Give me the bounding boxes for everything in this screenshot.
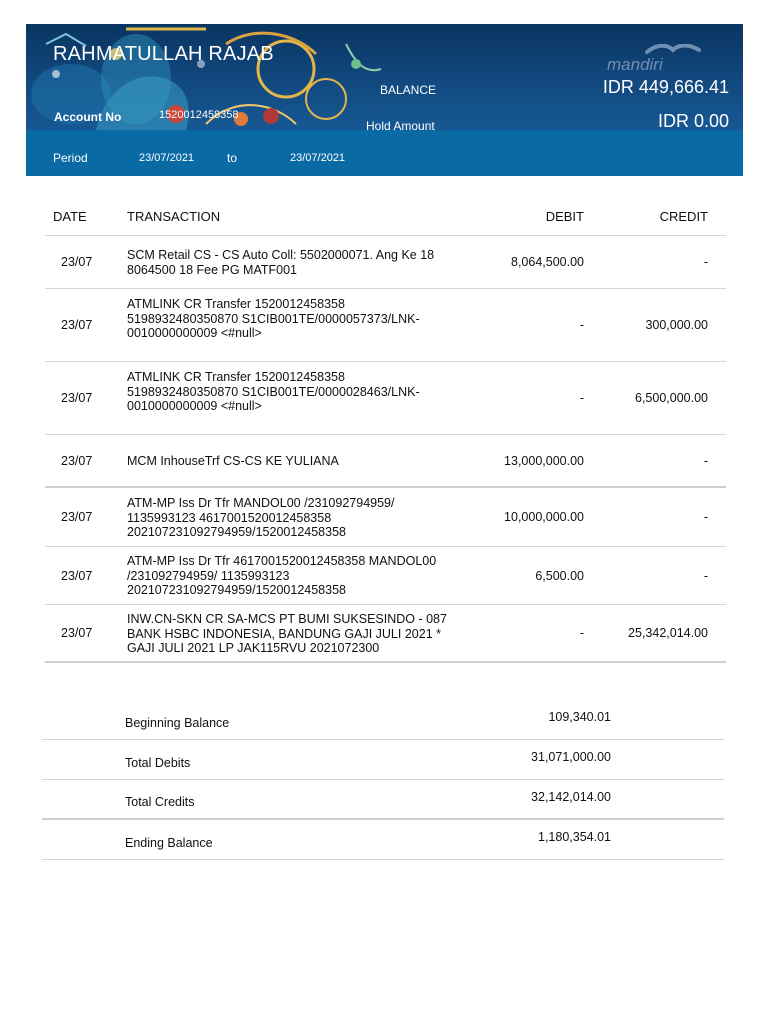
table-row <box>45 289 726 362</box>
row-description-line: MCM InhouseTrf CS-CS KE YULIANA <box>127 454 339 468</box>
row-description <box>127 496 477 540</box>
row-credit: - <box>703 255 708 269</box>
row-description <box>127 554 477 598</box>
mandiri-logo-text: mandiri <box>607 55 663 72</box>
row-debit: - <box>579 391 584 405</box>
row-description <box>127 612 477 656</box>
account-number-label: Account No <box>54 110 122 124</box>
row-description <box>127 248 477 277</box>
table-header <box>45 196 726 236</box>
row-description-line: 8064500 18 Fee PG MATF001 <box>127 262 298 277</box>
beginning-balance-label: Beginning Balance <box>125 716 230 730</box>
row-debit: 13,000,000.00 <box>504 453 584 468</box>
row-description-line: BANK HSBC INDONESIA, BANDUNG GAJI JULI 2021 * <box>127 626 441 641</box>
period-end-date: 23/07/2021 <box>290 152 346 164</box>
summary-row-debits <box>42 740 724 780</box>
column-header-credit: CREDIT <box>659 209 708 224</box>
account-header-banner <box>26 24 743 176</box>
row-description-line: 0010000000009 <#null> <box>127 326 262 340</box>
row-credit: - <box>703 568 708 583</box>
row-description-line: ATM-MP Iss Dr Tfr 4617001520012458358 MANDOL00 <box>127 554 437 568</box>
row-description-line: 20210723109279​4959/1520012458358 <box>127 525 346 539</box>
table-row <box>45 435 726 488</box>
row-description-line: ATM-MP Iss Dr Tfr MANDOL00 /231092794959/ <box>127 496 395 510</box>
transaction-table <box>45 196 726 663</box>
transaction-rows <box>45 236 726 663</box>
row-description-line: SCM Retail CS - CS Auto Coll: 5502000071. Ang Ke 18 <box>127 248 435 262</box>
table-row <box>45 236 726 289</box>
row-date: 23/07 <box>61 453 93 468</box>
row-description-line: /231092794959/ 1135993123 <box>127 568 290 583</box>
row-date: 23/07 <box>61 568 93 583</box>
balance-value: IDR 449,666.41 <box>602 77 729 97</box>
table-row <box>45 605 726 663</box>
summary-row-credits <box>42 780 724 820</box>
row-description-line: ATMLINK CR Transfer 1520012458358 <box>127 370 345 384</box>
row-description-line: 5198932480350870 S1CIB001TE/0000057373/LNK- <box>127 311 420 326</box>
row-description-line: 0010000000009 <#null> <box>127 399 262 413</box>
summary-row-ending <box>42 820 724 860</box>
column-header-transaction: TRANSACTION <box>127 209 221 224</box>
hold-amount-label: Hold Amount <box>366 119 435 133</box>
summary-row-beginning <box>42 700 724 740</box>
row-date: 23/07 <box>61 391 93 405</box>
row-credit: - <box>703 510 708 524</box>
total-credits-value: 32,142,014.00 <box>531 790 611 804</box>
row-credit: 25,342,014.00 <box>628 626 708 640</box>
row-description <box>127 454 477 469</box>
row-date: 23/07 <box>61 510 93 524</box>
hold-amount-value: IDR 0.00 <box>657 111 729 131</box>
account-holder-name: RAHMATULLAH RAJAB <box>53 43 274 65</box>
row-debit: 10,000,000.00 <box>504 510 584 524</box>
column-header-date: DATE <box>53 209 87 224</box>
row-description-line: 5198932480350870 S1CIB001TE/0000028463/LNK- <box>127 384 420 399</box>
period-to-label: to <box>227 151 238 165</box>
row-date: 23/07 <box>61 318 93 332</box>
mandiri-logo <box>607 44 703 72</box>
row-description <box>127 297 477 341</box>
balance-label: BALANCE <box>380 83 437 97</box>
account-number-value: 1520012458358 <box>159 109 239 121</box>
row-description-line: ATMLINK CR Transfer 1520012458358 <box>127 297 345 311</box>
row-description <box>127 370 477 414</box>
period-label: Period <box>53 151 88 165</box>
period-bar <box>26 130 743 176</box>
row-description-line: 1135993123 4617001520012458358 <box>127 510 332 525</box>
row-description-line: INW.CN-SKN CR SA-MCS PT BUMI SUKSESINDO - 087 <box>127 612 447 626</box>
row-debit: 8,064,500.00 <box>511 255 584 269</box>
table-row <box>45 547 726 605</box>
row-debit: 6,500.00 <box>535 568 584 583</box>
row-credit: 300,000.00 <box>645 318 708 332</box>
table-row <box>45 362 726 435</box>
balance-summary <box>42 700 724 860</box>
period-start-date: 23/07/2021 <box>139 152 195 164</box>
row-credit: - <box>703 453 708 468</box>
column-header-debit: DEBIT <box>545 209 584 224</box>
total-debits-label: Total Debits <box>125 756 191 770</box>
row-date: 23/07 <box>61 626 93 640</box>
row-debit: - <box>579 626 584 640</box>
ending-balance-label: Ending Balance <box>125 836 213 850</box>
row-description-line: GAJI JULI 2021 LP JAK115RVU 2021072300 <box>127 641 380 655</box>
total-debits-value: 31,071,000.00 <box>531 750 611 764</box>
ending-balance-value: 1,180,354.01 <box>538 830 611 844</box>
table-row <box>45 488 726 547</box>
beginning-balance-value: 109,340.01 <box>548 710 611 724</box>
row-debit: - <box>579 318 584 332</box>
row-date: 23/07 <box>61 255 93 269</box>
row-description-line: 20210723109279​4959/1520012458358 <box>127 583 346 597</box>
total-credits-label: Total Credits <box>125 795 195 809</box>
row-credit: 6,500,000.00 <box>635 391 708 405</box>
